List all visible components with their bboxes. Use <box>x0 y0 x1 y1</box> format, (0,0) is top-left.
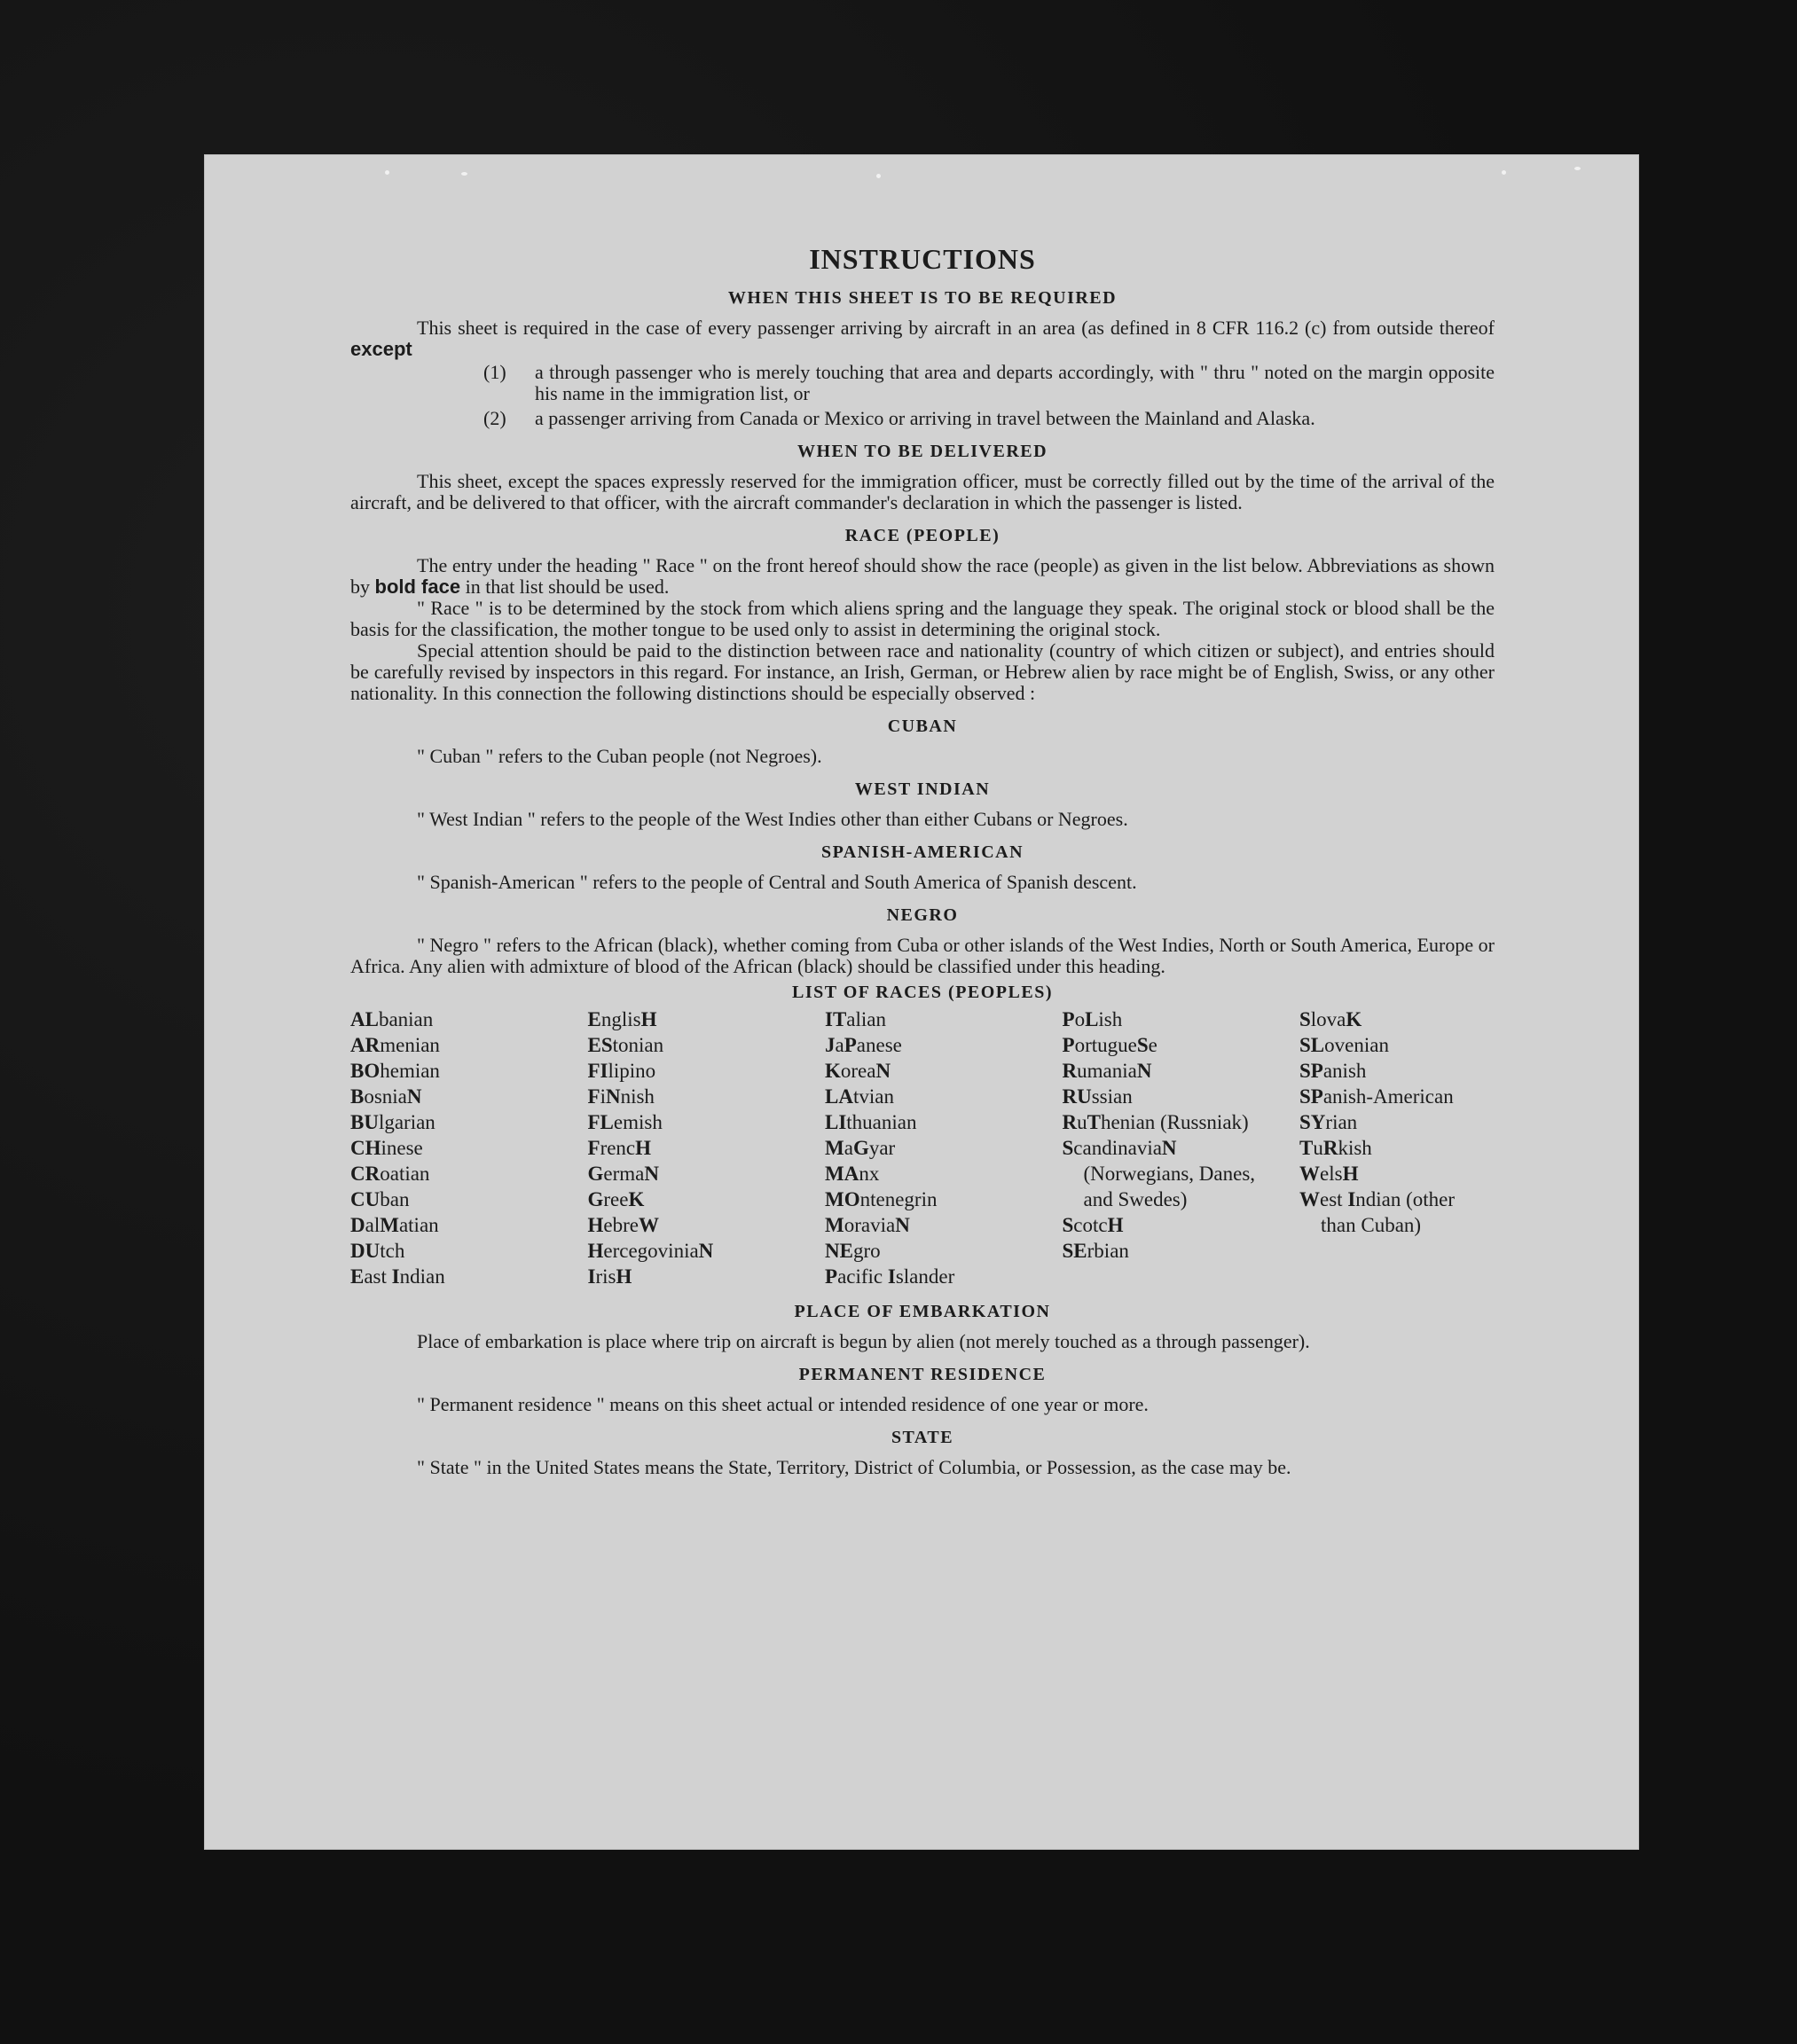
race-entry <box>825 1058 1047 1084</box>
race-entry <box>825 1006 1047 1032</box>
race-text: al <box>365 1214 381 1236</box>
paragraph-when-required: This sheet is required in the case of every passenger arriving by aircraft in an area (as defined in 8 CFR 116.2 (c) from outside thereof except <box>350 317 1495 360</box>
speck <box>1502 170 1506 175</box>
race-text: nglis <box>600 1008 641 1030</box>
race-entry <box>350 1264 572 1289</box>
race-entry <box>588 1186 810 1212</box>
race-abbreviation: RU <box>1062 1085 1092 1108</box>
race-text: rian <box>1325 1111 1358 1133</box>
race-entry <box>588 1032 810 1058</box>
race-entry <box>1063 1109 1284 1135</box>
race-abbreviation: R <box>1062 1111 1078 1133</box>
race-abbreviation: G <box>587 1163 604 1185</box>
race-abbreviation: I <box>887 1265 896 1288</box>
race-entry <box>825 1238 1047 1264</box>
race-text: a <box>835 1034 844 1056</box>
race-entry <box>1299 1032 1495 1058</box>
speck <box>876 174 881 178</box>
race-text: oatian <box>380 1163 430 1185</box>
race-text: ree <box>603 1188 629 1210</box>
race-abbreviation: E <box>350 1265 365 1288</box>
race-entry <box>825 1135 1047 1161</box>
race-text: ast <box>364 1265 392 1288</box>
race-entry <box>1299 1084 1495 1109</box>
race-abbreviation: J <box>825 1034 836 1056</box>
race-entry <box>588 1109 810 1135</box>
race-abbreviation: M <box>825 1137 844 1159</box>
race-abbreviation: FL <box>587 1111 614 1133</box>
race-text: anish-American <box>1322 1085 1454 1108</box>
race-entry <box>1299 1058 1495 1084</box>
exception-item <box>483 362 1495 404</box>
race-entry <box>350 1238 572 1264</box>
race-abbreviation: H <box>587 1240 604 1262</box>
race-abbreviation: AR <box>350 1034 381 1056</box>
race-entry <box>350 1135 572 1161</box>
race-text: ndian <box>399 1265 445 1288</box>
race-entry <box>1063 1006 1284 1032</box>
race-text: cotc <box>1073 1214 1108 1236</box>
race-entry <box>588 1058 810 1084</box>
race-entry <box>825 1212 1047 1238</box>
race-abbreviation: BO <box>350 1060 381 1082</box>
race-entry <box>1299 1006 1495 1032</box>
race-abbreviation: F <box>587 1137 600 1159</box>
paragraph-race-2: " Race " is to be determined by the stock from which aliens spring and the language they speak. The original stock or blood shall be the basis for the classification, the mother tongue to be used only to assist in determining the original stock. <box>350 597 1495 640</box>
race-text: ntenegrin <box>859 1188 938 1210</box>
exception-number: (1) <box>483 361 506 383</box>
race-abbreviation: SE <box>1062 1240 1087 1262</box>
race-entry <box>350 1186 572 1212</box>
race-text: renc <box>600 1137 636 1159</box>
race-text: umania <box>1077 1060 1137 1082</box>
race-abbreviation: K <box>825 1060 841 1082</box>
race-entry <box>1063 1212 1284 1238</box>
race-text: tonian <box>612 1034 664 1056</box>
race-abbreviation: BU <box>350 1111 379 1133</box>
race-text: tch <box>380 1240 405 1262</box>
race-entry <box>350 1084 572 1109</box>
race-column <box>825 1006 1047 1289</box>
race-abbreviation: H <box>1107 1214 1124 1236</box>
race-abbreviation: N <box>644 1163 659 1185</box>
race-entry <box>588 1006 810 1032</box>
race-abbreviation: LI <box>825 1111 847 1133</box>
race-abbreviation: N <box>1136 1060 1152 1082</box>
race-abbreviation: CH <box>350 1137 381 1159</box>
race-abbreviation: CU <box>350 1188 381 1210</box>
race-text: alian <box>846 1008 886 1030</box>
heading-permanent-residence: PERMANENT RESIDENCE <box>798 1365 1047 1384</box>
heading-spanish-american: SPANISH-AMERICAN <box>820 842 1024 862</box>
race-text: anish <box>1322 1060 1367 1082</box>
race-abbreviation: SL <box>1299 1034 1325 1056</box>
race-abbreviation: MA <box>825 1163 859 1185</box>
race-text: o <box>1074 1008 1086 1030</box>
race-text: lipino <box>608 1060 656 1082</box>
race-abbreviation: W <box>1299 1188 1320 1210</box>
race-abbreviation: T <box>1087 1111 1101 1133</box>
paragraph-permanent-residence: " Permanent residence " means on this sheet actual or intended residence of one year or more. <box>417 1393 1149 1415</box>
race-column <box>588 1006 810 1289</box>
race-abbreviation: NE <box>825 1240 853 1262</box>
race-abbreviation: SY <box>1299 1111 1326 1133</box>
document-body <box>350 243 1495 1482</box>
race-text: nx <box>859 1163 880 1185</box>
race-text: atian <box>398 1214 439 1236</box>
race-abbreviation: N <box>406 1085 422 1108</box>
paragraph-spanish-american: " Spanish-American " refers to the people of Central and South America of Spanish descent. <box>417 871 1137 893</box>
race-abbreviation: IT <box>825 1008 847 1030</box>
paragraph-state: " State " in the United States means the State, Territory, District of Columbia, or Possession, as the case may be. <box>417 1456 1291 1478</box>
race-entry <box>350 1006 572 1032</box>
race-abbreviation: N <box>698 1240 714 1262</box>
race-abbreviation: SP <box>1299 1060 1323 1082</box>
race-column <box>350 1006 572 1289</box>
race-abbreviation: CR <box>350 1163 381 1185</box>
race-abbreviation: H <box>587 1214 604 1236</box>
race-abbreviation: K <box>628 1188 645 1210</box>
race-abbreviation: N <box>605 1085 621 1108</box>
race-text: anese <box>856 1034 902 1056</box>
race-abbreviation: P <box>1062 1034 1075 1056</box>
race-entry <box>350 1161 572 1186</box>
paragraph-negro: " Negro " refers to the African (black), whether coming from Cuba or other islands of the West Indies, North or South America, Europe or Africa. Any alien with admixture of blood of the African (black) should be classified under this heading. <box>350 934 1495 977</box>
heading-negro: NEGRO <box>886 905 959 925</box>
race-text: ndian (other than Cuban) <box>1321 1188 1456 1236</box>
race-abbreviation: K <box>1346 1008 1362 1030</box>
paragraph-race-3: Special attention should be paid to the distinction between race and nationality (country of which citizen or subject), and entries should be carefully revised by inspectors in this regard. For instance, an Irish, German, or Hebrew alien by race might be of English, Swiss, or any other nationality. In this connection the following distinctions should be especially observed : <box>350 639 1495 704</box>
race-abbreviation: H <box>616 1265 632 1288</box>
heading-place-of-embarkation: PLACE OF EMBARKATION <box>794 1302 1051 1321</box>
race-text: banian <box>378 1008 434 1030</box>
race-text: oravia <box>844 1214 896 1236</box>
race-abbreviation: R <box>1062 1060 1078 1082</box>
race-abbreviation: AL <box>350 1008 379 1030</box>
race-text: rbian <box>1087 1240 1129 1262</box>
race-abbreviation: P <box>825 1265 838 1288</box>
race-abbreviation: S <box>1136 1034 1149 1056</box>
speck <box>461 172 467 176</box>
race-text: emish <box>613 1111 663 1133</box>
exception-item <box>483 408 1495 429</box>
heading-west-indian: WEST INDIAN <box>854 779 991 799</box>
race-abbreviation: B <box>350 1085 365 1108</box>
race-entry <box>1299 1109 1495 1135</box>
race-entry <box>350 1032 572 1058</box>
race-entry <box>825 1186 1047 1212</box>
race-text: ortugue <box>1074 1034 1137 1056</box>
speck <box>385 170 389 175</box>
race-entry <box>825 1109 1047 1135</box>
race-abbreviation: S <box>1062 1214 1074 1236</box>
heading-when-required: WHEN THIS SHEET IS TO BE REQUIRED <box>727 288 1118 308</box>
race-column <box>1299 1006 1495 1289</box>
race-abbreviation: MO <box>825 1188 860 1210</box>
race-text: thuanian <box>846 1111 917 1133</box>
paragraph-place-of-embarkation: Place of embarkation is place where trip on aircraft is begun by alien (not merely touched as a through passenger). <box>417 1330 1310 1352</box>
race-abbreviation: W <box>1299 1163 1320 1185</box>
race-entry <box>350 1109 572 1135</box>
heading-cuban: CUBAN <box>887 717 958 736</box>
race-text: els <box>1320 1163 1343 1185</box>
race-abbreviation: M <box>825 1214 844 1236</box>
race-text: inese <box>381 1137 423 1159</box>
race-abbreviation: DU <box>350 1240 381 1262</box>
race-text: kish <box>1338 1137 1372 1159</box>
race-text: ebre <box>603 1214 639 1236</box>
race-entry <box>1063 1135 1284 1212</box>
race-abbreviation: P <box>1062 1008 1075 1030</box>
race-text: tvian <box>852 1085 894 1108</box>
race-entry <box>825 1264 1047 1289</box>
race-text: ercegovinia <box>603 1240 699 1262</box>
paragraph-west-indian: " West Indian " refers to the people of the West Indies other than either Cubans or Negroes. <box>417 808 1128 830</box>
race-entry <box>588 1135 810 1161</box>
race-entry <box>825 1032 1047 1058</box>
page-title: INSTRUCTIONS <box>809 243 1036 275</box>
race-abbreviation: L <box>1085 1008 1099 1030</box>
race-text: ban <box>380 1188 410 1210</box>
race-entry <box>588 1264 810 1289</box>
race-text: lgarian <box>378 1111 436 1133</box>
race-entry <box>588 1161 810 1186</box>
race-text: i <box>600 1085 606 1108</box>
paragraph-race-1: The entry under the heading " Race " on the front hereof should show the race (people) as given in the list below. Abbreviations as shown by bold face in that list should be used. <box>350 554 1495 598</box>
race-abbreviation: FI <box>587 1060 608 1082</box>
paragraph-cuban: " Cuban " refers to the Cuban people (not Negroes). <box>417 745 822 767</box>
instruction-sheet <box>204 154 1639 1850</box>
race-text: henian (Russniak) <box>1100 1111 1249 1133</box>
race-abbreviation: ES <box>587 1034 613 1056</box>
race-abbreviation: I <box>587 1265 596 1288</box>
exception-text: a through passenger who is merely touching that area and departs accordingly, with " thru " noted on the margin opposite his name in the immigration list, or <box>535 361 1495 404</box>
heading-state: STATE <box>891 1428 954 1447</box>
race-text: acific <box>837 1265 888 1288</box>
race-abbreviation: N <box>895 1214 910 1236</box>
race-entry <box>350 1058 572 1084</box>
race-text: menian <box>380 1034 440 1056</box>
race-abbreviation: LA <box>825 1085 853 1108</box>
race-abbreviation: G <box>587 1188 604 1210</box>
race-abbreviation: N <box>1161 1137 1177 1159</box>
race-abbreviation: T <box>1299 1137 1314 1159</box>
race-abbreviation: M <box>380 1214 399 1236</box>
race-entry <box>1299 1161 1495 1186</box>
exception-text: a passenger arriving from Canada or Mexico or arriving in travel between the Mainland and Alaska. <box>535 407 1315 429</box>
race-entry <box>350 1212 572 1238</box>
race-abbreviation: H <box>635 1137 652 1159</box>
race-abbreviation: W <box>638 1214 659 1236</box>
race-text: yar <box>868 1137 896 1159</box>
heading-when-delivered: WHEN TO BE DELIVERED <box>796 442 1048 461</box>
race-abbreviation: H <box>1342 1163 1359 1185</box>
heading-race-people: RACE (PEOPLE) <box>844 526 1001 545</box>
paragraph-when-delivered: This sheet, except the spaces expressly reserved for the immigration officer, must be correctly filled out by the time of the arrival of the aircraft, and be delivered to that officer, with the aircraft commander's declaration in which the passenger is listed. <box>350 470 1495 513</box>
race-text: nish <box>620 1085 655 1108</box>
race-text: a <box>844 1137 853 1159</box>
race-entry <box>1063 1238 1284 1264</box>
race-entry <box>1063 1032 1284 1058</box>
race-abbreviation: N <box>875 1060 891 1082</box>
race-abbreviation: E <box>587 1008 601 1030</box>
race-column <box>1063 1006 1284 1289</box>
race-abbreviation: F <box>587 1085 600 1108</box>
race-text: est <box>1320 1188 1348 1210</box>
race-entry <box>588 1212 810 1238</box>
heading-list-of-races: LIST OF RACES (PEOPLES) <box>791 983 1053 1002</box>
race-abbreviation: R <box>1322 1137 1338 1159</box>
race-text: candinavia <box>1073 1137 1162 1159</box>
race-text: hemian <box>380 1060 440 1082</box>
race-text: (Norwegians, Danes, and Swedes) <box>1083 1163 1256 1210</box>
race-text: ris <box>595 1265 616 1288</box>
race-text: ish <box>1098 1008 1123 1030</box>
race-entry <box>588 1238 810 1264</box>
race-abbreviation: SP <box>1299 1085 1323 1108</box>
race-text: u <box>1077 1111 1087 1133</box>
race-abbreviation: H <box>640 1008 657 1030</box>
race-abbreviation: P <box>844 1034 857 1056</box>
speck <box>1574 167 1581 170</box>
race-text: ovenian <box>1324 1034 1389 1056</box>
race-text: orea <box>840 1060 876 1082</box>
race-abbreviation: S <box>1062 1137 1074 1159</box>
race-entry <box>1063 1058 1284 1084</box>
race-text: slander <box>895 1265 955 1288</box>
race-text: u <box>1313 1137 1323 1159</box>
race-text: gro <box>852 1240 881 1262</box>
race-text: lova <box>1310 1008 1346 1030</box>
race-text: osnia <box>364 1085 407 1108</box>
race-text: ssian <box>1091 1085 1133 1108</box>
race-entry <box>825 1161 1047 1186</box>
race-abbreviation: D <box>350 1214 365 1236</box>
race-entry <box>825 1084 1047 1109</box>
race-entry <box>1299 1135 1495 1161</box>
race-abbreviation: I <box>391 1265 400 1288</box>
race-abbreviation: S <box>1299 1008 1311 1030</box>
race-abbreviation: G <box>852 1137 869 1159</box>
race-text: e <box>1148 1034 1157 1056</box>
race-list <box>350 1006 1495 1289</box>
exception-number: (2) <box>483 407 506 429</box>
race-entry <box>1299 1186 1495 1238</box>
race-entry <box>1063 1084 1284 1109</box>
race-entry <box>588 1084 810 1109</box>
race-text: erma <box>603 1163 645 1185</box>
race-abbreviation: I <box>1347 1188 1356 1210</box>
